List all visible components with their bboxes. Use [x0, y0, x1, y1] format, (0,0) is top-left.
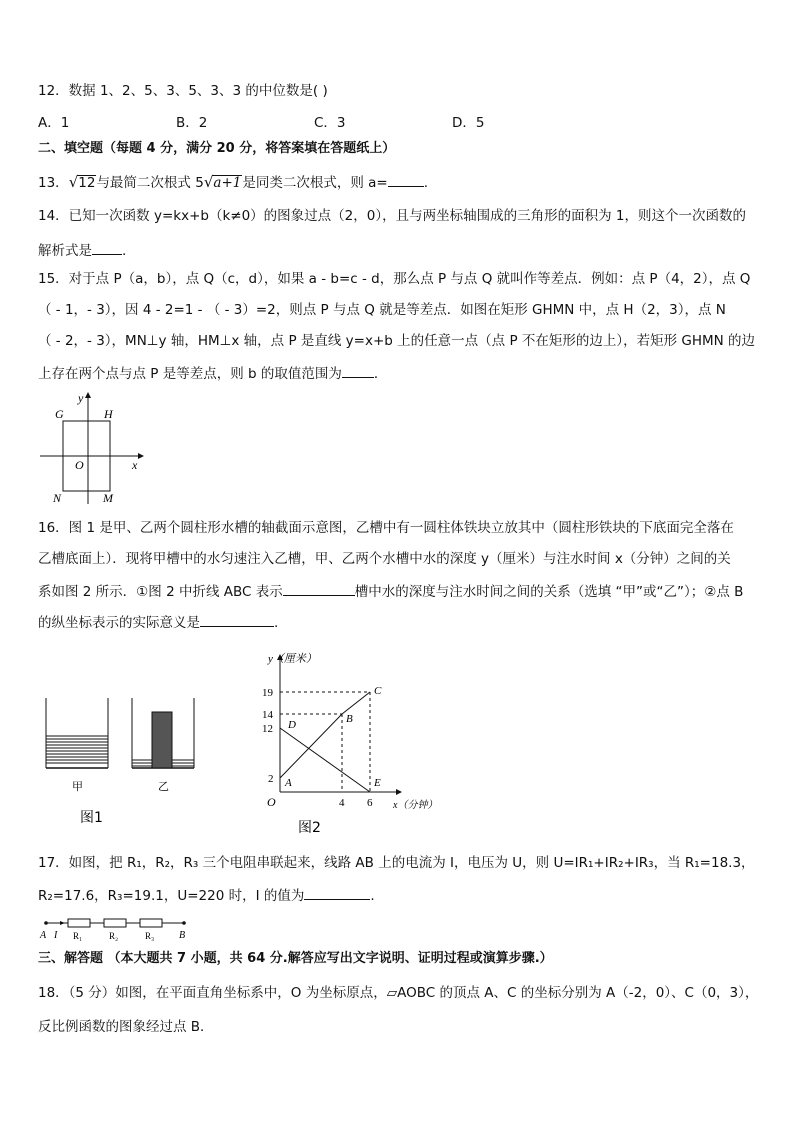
fig2-point-a: A: [285, 777, 292, 789]
q17-circuit-figure: [36, 914, 196, 946]
fig2-tick-x6: 6: [367, 797, 373, 809]
q15-line-1: 15．对于点 P（a，b），点 Q（c，d），如果 a - b=c - d，那么点 P 与点 Q 就叫作等差点．例如：点 P（4，2），点 Q: [38, 271, 751, 287]
q18-line-2: 反比例函数的图象经过点 B．: [38, 1019, 214, 1035]
q16-answer-blank-1[interactable]: [283, 581, 355, 596]
q16-line-1: 16．图 1 是甲、乙两个圆柱形水槽的轴截面示意图，乙槽中有一圆柱体铁块立放其中（圆柱形铁块的下底面完全落在: [38, 520, 734, 536]
q15-point-m: M: [103, 491, 113, 505]
q17-line-2: [38, 885, 375, 905]
q16-line-3: [38, 581, 743, 601]
tank-jia-label: 甲: [72, 780, 83, 793]
figure-2-caption: 图2: [298, 820, 321, 836]
q15-line-2: （ - 1，- 3），因 4 - 2=1 - （ - 3）=2，则点 P 与点 Q 就是等差点．如图在矩形 GHMN 中，点 H（2，3），点 N: [38, 302, 726, 318]
q12-options: [38, 114, 638, 132]
circuit-label-r3: R₃: [145, 931, 155, 941]
q14-line-2-post: .: [122, 243, 127, 259]
q15-line-4-pre: 上存在两个点与点 P 是等差点，则 b 的取值范围为: [38, 366, 342, 382]
q12-stem: 12．数据 1、2、5、3、5、3、3 的中位数是( ): [38, 83, 328, 99]
q16-line-4-post: .: [274, 615, 279, 631]
fig2-origin: O: [267, 795, 276, 809]
fig2-x-label: x（分钟）: [393, 800, 438, 811]
q14-answer-blank[interactable]: [92, 240, 122, 255]
q13-tail: 是同类二次根式，则 a=: [242, 175, 388, 191]
q15-y-arrow: [85, 392, 91, 398]
fig2-point-c: C: [374, 685, 382, 697]
q16-line-3-post: 槽中水的深度与注水时间之间的关系（选填 “甲”或“乙”）；②点 B: [354, 584, 744, 600]
q14-line-2: [38, 240, 126, 260]
section3-heading: 三、解答题 （本大题共 7 小题，共 64 分.解答应写出文字说明、证明过程或演算步骤.）: [38, 951, 553, 966]
resistor-r2: [104, 919, 126, 927]
circuit-label-b: B: [179, 930, 186, 941]
circuit-label-r2: R₂: [109, 931, 119, 941]
fig2-y-label: y（厘米）: [268, 653, 317, 665]
q13-radicand-1: 12: [78, 175, 96, 191]
figure-1-caption: 图1: [80, 810, 103, 826]
q13: 13．√12与最简二次根式 5√a+1是同类二次根式，则 a= .: [38, 173, 429, 191]
tank-jia: [46, 698, 108, 768]
q12-option-c: C．3: [314, 115, 346, 131]
fig2-tick-x4: 4: [339, 797, 345, 809]
q12-option-d: D．5: [452, 115, 485, 131]
resistor-r1: [68, 919, 90, 927]
q15-origin-label: O: [75, 458, 84, 472]
fig2-tick-14: 14: [262, 709, 273, 721]
fig2-line-de: [280, 728, 370, 792]
q15-point-g: G: [55, 407, 64, 421]
q15-line-3: （ - 2，- 3），MN⊥y 轴，HM⊥x 轴，点 P 是直线 y=x+b 上的任意一点（点 P 不在矩形的边上），若矩形 GHMN 的边: [38, 333, 756, 349]
circuit-label-a: A: [40, 930, 47, 941]
circuit-terminal-a: [44, 921, 48, 925]
q12-option-a: A．1: [38, 115, 70, 131]
q16-line-3-pre: 系如图 2 所示．①图 2 中折线 ABC 表示: [38, 584, 283, 600]
q16-figure-1-tanks: [38, 690, 208, 830]
tank-yi-label: 乙: [158, 780, 169, 793]
q16-line-2: 乙槽底面上）．现将甲槽中的水匀速注入乙槽，甲、乙两个水槽中水的深度 y（厘米）与注水时间 x（分钟）之间的关: [38, 551, 731, 567]
q15-rectangle-figure: [34, 390, 146, 508]
q17-line-1: 17．如图，把 R₁，R₂，R₃ 三个电阻串联起来，线路 AB 上的电流为 I，电压为 U，则 U=IR₁+IR₂+IR₃，当 R₁=18.3，: [38, 855, 755, 871]
q14-line-1: 14．已知一次函数 y=kx+b（k≠0）的图象过点（2，0），且与两坐标轴围成的三角形的面积为 1，则这个一次函数的: [38, 208, 746, 224]
q17-line-2-pre: R₂=17.6，R₃=19.1，U=220 时，I 的值为: [38, 888, 305, 904]
q12-option-b: B．2: [176, 115, 208, 131]
q15-answer-blank[interactable]: [342, 363, 374, 378]
q15-line-4: [38, 363, 387, 383]
section2-heading: 二、填空题（每题 4 分，满分 20 分，将答案填在答题纸上）: [38, 141, 396, 156]
q13-num: 13．: [38, 175, 69, 191]
q15-x-label: x: [132, 458, 138, 472]
fig2-point-b: B: [346, 713, 353, 725]
q15-x-arrow: [138, 453, 144, 459]
circuit-label-r1: R₁: [73, 931, 83, 941]
q17-line-2-post: .: [370, 888, 375, 904]
fig2-polyline-abc: [280, 692, 370, 778]
q15-y-label: y: [78, 391, 84, 405]
q14-line-2-pre: 解析式是: [38, 243, 92, 259]
fig2-tick-12: 12: [262, 723, 273, 735]
tank-jia-water: [46, 736, 108, 763]
fig2-tick-19: 19: [262, 687, 273, 699]
q17-answer-blank[interactable]: [304, 885, 370, 900]
q16-line-4-pre: 的纵坐标表示的实际意义是: [38, 615, 200, 631]
fig2-point-d: D: [288, 719, 296, 731]
tank-yi: [132, 698, 194, 768]
resistor-r3: [140, 919, 162, 927]
circuit-terminal-b: [182, 921, 186, 925]
q16-line-4: [38, 612, 278, 632]
q13-radicand-2: a+1: [213, 175, 242, 191]
q15-point-n: N: [53, 491, 62, 505]
q15-line-4-post: ．: [373, 366, 388, 382]
q16-figure-2-graph: [250, 646, 450, 842]
fig2-x-arrow: [396, 789, 402, 795]
q13-end: .: [423, 175, 429, 191]
q16-answer-blank-2[interactable]: [200, 612, 274, 627]
fig2-tick-2: 2: [268, 773, 274, 785]
q18-line-1: 18．（5 分）如图，在平面直角坐标系中，O 为坐标原点，▱AOBC 的顶点 A、C 的坐标分别为 A（-2，0）、C（0，3），: [38, 985, 759, 1001]
fig2-point-e: E: [374, 777, 381, 789]
circuit-label-i: I: [54, 930, 58, 941]
q13-answer-blank[interactable]: [388, 172, 424, 187]
q13-mid: 与最简二次根式 5: [96, 175, 204, 191]
current-arrow: [60, 921, 65, 925]
iron-block: [152, 712, 172, 768]
q15-point-h: H: [104, 407, 113, 421]
